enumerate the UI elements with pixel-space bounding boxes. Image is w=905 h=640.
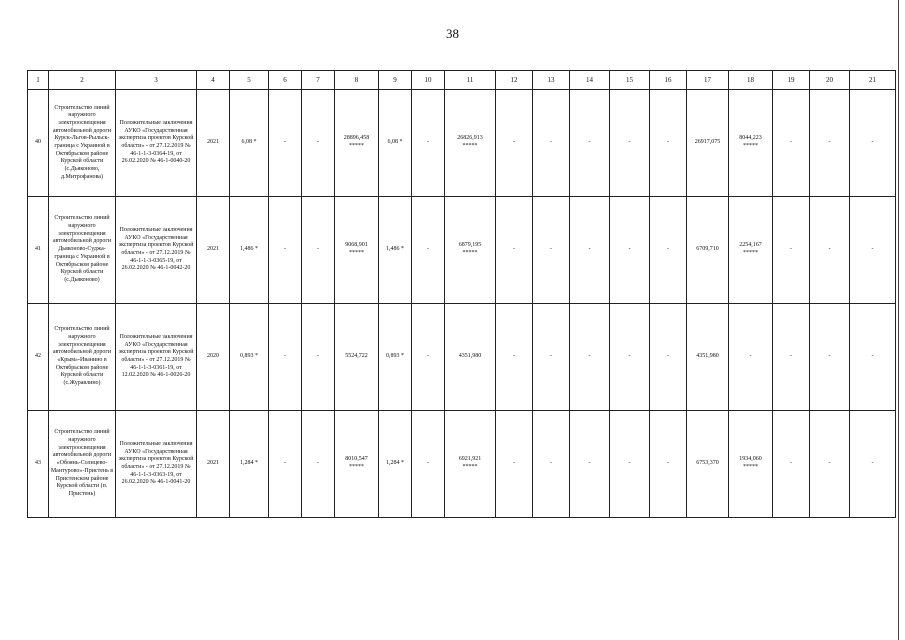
cell-length-km: 1,284 * <box>230 411 269 518</box>
cell-cost-4 <box>729 304 773 411</box>
column-header-11: 11 <box>445 71 496 90</box>
footnote-mark: ***** <box>349 143 364 149</box>
cell-col14: - <box>570 304 610 411</box>
footnote-mark: ***** <box>462 250 478 256</box>
cell-col10: - <box>412 197 445 304</box>
cell-expertise-conclusion: Положительные заключения АУКО «Государственная экспертиза проектов Курской области» - от 27.12.2019 № 46-1-1-3-0361-19, от 12.02.2020 № 46-1-0026-20 <box>116 304 197 411</box>
footnote-mark: ***** <box>349 250 364 256</box>
cell-col15: - <box>610 90 650 197</box>
table-row <box>28 304 896 411</box>
column-header-6: 6 <box>269 71 302 90</box>
column-header-15: 15 <box>610 71 650 90</box>
column-header-3: 3 <box>116 71 197 90</box>
registry-table <box>27 70 896 518</box>
cell-col10: - <box>412 411 445 518</box>
cell-object-name: Строительство линий наружного электроосвещения автомобильной дороги Курск-Льгов-Рыльск-граница с Украиной в Октябрьском районе Курской области (с.Дьяконово, д.Митрофанова) <box>49 90 116 197</box>
cell-length-km: 6,08 * <box>230 90 269 197</box>
cell-length-km-2: 1,486 * <box>379 197 412 304</box>
cell-value: 28896,458 <box>343 135 370 142</box>
footnote-mark: ***** <box>462 464 478 470</box>
cell-value: 8044,223 <box>739 135 762 142</box>
table-row <box>28 411 896 518</box>
cell-cost-3: 4351,980 <box>687 304 729 411</box>
cell-value: 6879,195 <box>458 242 482 249</box>
cell-col16: - <box>650 197 687 304</box>
cell-col21: - <box>850 304 896 411</box>
column-header-18: 18 <box>729 71 773 90</box>
cell-value: 26826,913 <box>457 135 483 142</box>
cell-cost-total <box>335 304 379 411</box>
cell-expertise-conclusion: Положительные заключения АУКО «Государственная экспертиза проектов Курской области» - от 27.12.2019 № 46-1-1-3-0364-19, от 26.02.2020 № 46-1-0040-20 <box>116 90 197 197</box>
cell-col7: - <box>302 304 335 411</box>
cell-col13: - <box>533 411 570 518</box>
column-header-7: 7 <box>302 71 335 90</box>
cell-cost-3: 26917,075 <box>687 90 729 197</box>
column-header-12: 12 <box>496 71 533 90</box>
cell-length-km-2: 6,08 * <box>379 90 412 197</box>
cell-col16: - <box>650 411 687 518</box>
cell-expertise-conclusion: Положительные заключения АУКО «Государственная экспертиза проектов Курской области» - от 27.12.2019 № 46-1-1-3-0365-19, от 26.02.2020 № 46-1-0042-20 <box>116 197 197 304</box>
cell-col19: - <box>773 90 810 197</box>
cell-cost-4 <box>729 90 773 197</box>
cell-object-name: Строительство линий наружного электроосвещения автомобильной дороги «Обоянь-Солнцево-Мантурово»-Пристень в Пристенском районе Курской области (п. Пристень) <box>49 411 116 518</box>
column-header-16: 16 <box>650 71 687 90</box>
cell-object-name: Строительство линий наружного электроосвещения автомобильной дороги Дьяконово-Суджа-граница с Украиной в Октябрьском районе Курской области (с.Дьяконово) <box>49 197 116 304</box>
cell-col15: - <box>610 197 650 304</box>
cell-value: 8010,547 <box>345 456 368 463</box>
column-header-5: 5 <box>230 71 269 90</box>
cell-cost-2 <box>445 197 496 304</box>
cell-object-name: Строительство линий наружного электроосвещения автомобильной дороги «Крым»-Иванино в Октябрьском районе Курской области (с.Журавлино) <box>49 304 116 411</box>
cell-col16: - <box>650 304 687 411</box>
cell-row-number: 42 <box>28 304 49 411</box>
column-header-21: 21 <box>850 71 896 90</box>
cell-value: 1934,060 <box>739 456 762 463</box>
footnote-mark: ***** <box>743 250 758 256</box>
cell-col19: - <box>773 304 810 411</box>
cell-col10: - <box>412 304 445 411</box>
cell-col15: - <box>610 411 650 518</box>
footnote-mark: ***** <box>743 143 758 149</box>
cell-length-km: 1,486 * <box>230 197 269 304</box>
cell-col10: - <box>412 90 445 197</box>
column-header-17: 17 <box>687 71 729 90</box>
page-number: 38 <box>446 26 459 41</box>
cell-year: 2020 <box>197 304 230 411</box>
cell-length-km-2: 0,893 * <box>379 304 412 411</box>
cell-row-number: 40 <box>28 90 49 197</box>
table-row <box>28 197 896 304</box>
cell-col7: - <box>302 90 335 197</box>
cell-col14: - <box>570 411 610 518</box>
cell-col12: - <box>496 197 533 304</box>
cell-value: 5524,722 <box>345 353 368 360</box>
cell-cost-2 <box>445 90 496 197</box>
cell-col16: - <box>650 90 687 197</box>
cell-year: 2021 <box>197 90 230 197</box>
cell-col6: - <box>269 304 302 411</box>
cell-col20: - <box>810 304 850 411</box>
cell-year: 2021 <box>197 197 230 304</box>
cell-value: 2254,167 <box>739 242 762 249</box>
table-header-row <box>28 71 896 90</box>
cell-cost-3: 6753,370 <box>687 411 729 518</box>
cell-value: 4351,980 <box>458 353 482 360</box>
column-header-8: 8 <box>335 71 379 90</box>
footnote-mark: ***** <box>349 464 364 470</box>
cell-col14: - <box>570 90 610 197</box>
cell-row-number: 41 <box>28 197 49 304</box>
cell-col13: - <box>533 90 570 197</box>
cell-col12: - <box>496 411 533 518</box>
cell-value: 6921,921 <box>458 456 482 463</box>
cell-col21: - <box>850 197 896 304</box>
cell-col14: - <box>570 197 610 304</box>
cell-col15: - <box>610 304 650 411</box>
cell-col20: - <box>810 197 850 304</box>
column-header-10: 10 <box>412 71 445 90</box>
cell-expertise-conclusion: Положительные заключения АУКО «Государственная экспертиза проектов Курской области» - от 27.12.2019 № 46-1-1-3-0363-19, от 26.02.2020 № 46-1-0041-20 <box>116 411 197 518</box>
cell-col19: - <box>773 411 810 518</box>
column-header-14: 14 <box>570 71 610 90</box>
cell-cost-4 <box>729 411 773 518</box>
footnote-mark: ***** <box>462 143 478 149</box>
column-header-2: 2 <box>49 71 116 90</box>
cell-value: - <box>749 353 752 360</box>
cell-cost-total <box>335 411 379 518</box>
cell-col6: - <box>269 90 302 197</box>
cell-col12: - <box>496 90 533 197</box>
cell-cost-total <box>335 197 379 304</box>
cell-col13: - <box>533 304 570 411</box>
cell-length-km-2: 1,284 * <box>379 411 412 518</box>
cell-col20: - <box>810 411 850 518</box>
cell-cost-2 <box>445 304 496 411</box>
scan-edge-line <box>898 0 899 640</box>
cell-col19: - <box>773 197 810 304</box>
cell-col7: - <box>302 197 335 304</box>
cell-col12: - <box>496 304 533 411</box>
column-header-4: 4 <box>197 71 230 90</box>
cell-length-km: 0,893 * <box>230 304 269 411</box>
column-header-9: 9 <box>379 71 412 90</box>
cell-col21: - <box>850 90 896 197</box>
cell-col21: - <box>850 411 896 518</box>
column-header-20: 20 <box>810 71 850 90</box>
cell-cost-total <box>335 90 379 197</box>
column-header-19: 19 <box>773 71 810 90</box>
cell-cost-4 <box>729 197 773 304</box>
table-row <box>28 90 896 197</box>
cell-col20: - <box>810 90 850 197</box>
cell-col7: - <box>302 411 335 518</box>
cell-col6: - <box>269 411 302 518</box>
column-header-13: 13 <box>533 71 570 90</box>
cell-col13: - <box>533 197 570 304</box>
cell-row-number: 43 <box>28 411 49 518</box>
cell-cost-2 <box>445 411 496 518</box>
footnote-mark: ***** <box>743 464 758 470</box>
cell-col6: - <box>269 197 302 304</box>
column-header-1: 1 <box>28 71 49 90</box>
table-body <box>28 90 896 518</box>
cell-value: 9068,901 <box>345 242 368 249</box>
cell-cost-3: 6709,710 <box>687 197 729 304</box>
cell-year: 2021 <box>197 411 230 518</box>
